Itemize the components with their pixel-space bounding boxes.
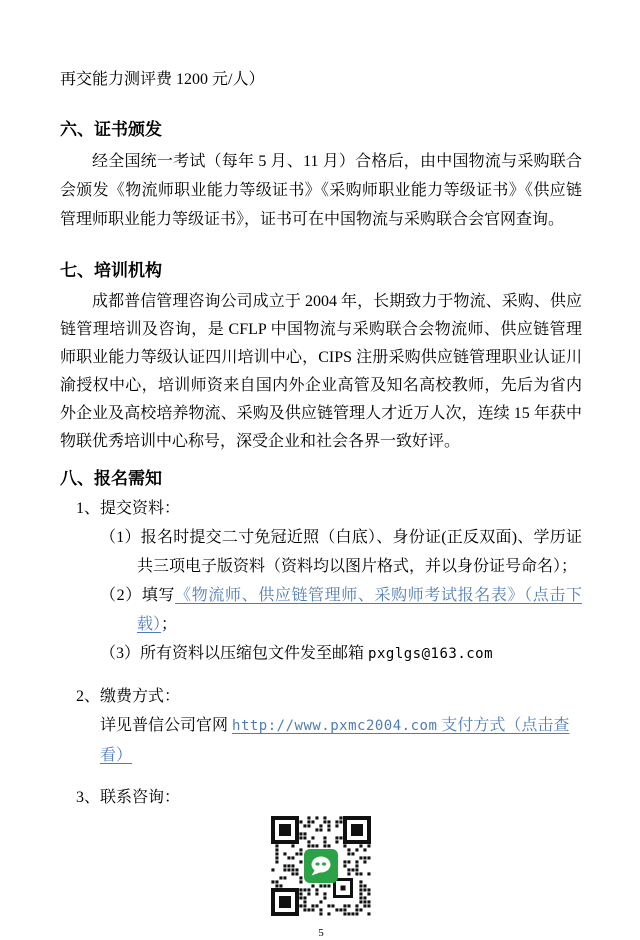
section-heading-registration-notes: 八、报名需知 (60, 469, 162, 488)
payment-method-label: 2、缴费方式： (76, 688, 181, 705)
item-text: 所有资料以压缩包文件发至邮箱 (140, 645, 369, 662)
exam-registration-form-download-link[interactable]: 《物流师、供应链管理师、采购师考试报名表》（点击下载） (137, 587, 582, 633)
submit-materials-item-2 (100, 581, 582, 639)
payment-link-url: http://www.pxmc2004.com (232, 718, 438, 734)
payment-prefix-text: 详见普信公司官网 (100, 717, 233, 734)
payment-method-line (100, 711, 582, 770)
item-marker: （2） (100, 587, 142, 604)
submit-materials-label: 1、提交资料： (76, 500, 181, 517)
item-marker: （1） (100, 529, 141, 546)
submit-materials-item-3 (100, 639, 582, 669)
section-heading-certificate-issuance: 六、证书颁发 (60, 120, 162, 139)
item-text: ； (161, 616, 178, 633)
certificate-issuance-paragraph: 经全国统一考试（每年 5 月、11 月）合格后，由中国物流与采购联合会颁发《物流师职业能力等级证书》《采购师职业能力等级证书》《供应链管理师职业能力等级证书》，证书可在中国物流与采购联合会官网查询。 (60, 153, 582, 228)
item-marker: （3） (100, 645, 141, 662)
contact-consultation-label: 3、联系咨询： (76, 789, 181, 806)
submit-materials-item-1 (100, 523, 582, 581)
payment-link-text: 支付方式（点击查看） (100, 717, 570, 764)
submission-email: pxglgs@163.com (368, 646, 494, 662)
item-text: 填写 (141, 587, 176, 604)
fee-note-line: 再交能力测评费 1200 元/人） (60, 71, 265, 88)
item-text: 报名时提交二寸免冠近照（白底）、身份证(正反双面)、学历证共三项电子版资料（资料均以图片格式，并以身份证号命名）； (137, 529, 582, 575)
page-number: 5 (318, 927, 324, 939)
wechat-qr-code (271, 816, 371, 918)
training-institution-paragraph: 成都普信管理咨询公司成立于 2004 年，长期致力于物流、采购、供应链管理培训及咨询，是 CFLP 中国物流与采购联合会物流师、供应链管理师职业能力等级认证四川培训中心，CIPS 注册采购供应链管理职业认证川渝授权中心，培训师资来自国内外企业高管及知名高校教师，先后为省内外企业及高校培养物流、采购及供应链管理人才近万人次，连续 15 年获中物联优秀培训中心称号，深受企业和社会各界一致好评。 (60, 293, 582, 450)
wechat-qr-code-image (271, 816, 371, 918)
section-heading-training-institution: 七、培训机构 (60, 261, 162, 280)
